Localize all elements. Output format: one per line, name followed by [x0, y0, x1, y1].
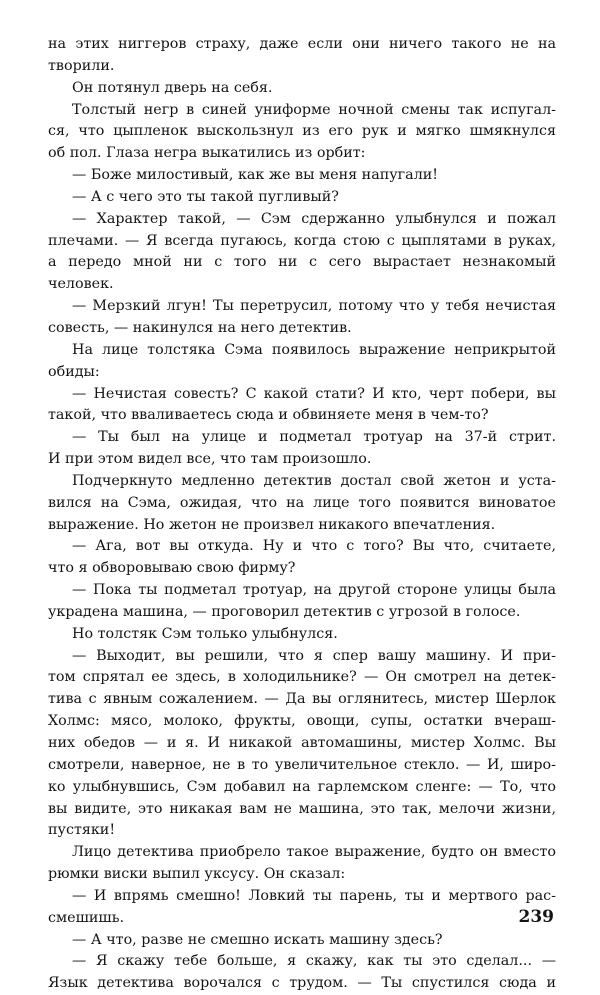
text-line: на этих ниггеров страху, даже если они ничего такого не на	[48, 36, 556, 52]
text-line: смотрели, наверное, не в то увеличительное стекло. — И, широ-	[48, 756, 556, 773]
text-line: украдена машина, — проговорил детектив с угрозой в голосе.	[48, 603, 521, 620]
text-line: — Я скажу тебе больше, я скажу, как ты это сделал... —	[72, 953, 556, 970]
text-line: человек.	[48, 276, 114, 293]
text-line: — Ты был на улице и подметал тротуар на 37-й стрит.	[72, 429, 556, 446]
paragraph	[48, 78, 556, 100]
text-line: — И впрямь смешно! Ловкий ты парень, ты и мертвого рас-	[72, 887, 556, 904]
paragraph	[48, 384, 556, 428]
text-line: И при этом видел все, что там произошло.	[48, 451, 372, 468]
paragraph	[48, 580, 556, 624]
text-line: пустяки!	[48, 822, 116, 839]
text-line: плечами. — Я всегда пугаюсь, когда стою с цыплятами в руках,	[48, 232, 556, 249]
paragraph	[48, 930, 556, 952]
paragraph	[48, 536, 556, 580]
text-line: — Нечистая совесть? С какой стати? И кто, черт побери, вы	[72, 385, 556, 402]
text-line: вился на Сэма, ожидая, что на лице того появится виноватое	[48, 494, 556, 511]
text-line: такой, что вваливаетесь сюда и обвиняете меня в чем-то?	[48, 407, 489, 424]
paragraph	[48, 427, 556, 471]
text-line: — Боже милостивый, как же вы меня напугали!	[72, 167, 439, 184]
text-line: что я обворовываю свою фирму?	[48, 560, 296, 577]
text-line: обиды:	[48, 363, 100, 380]
text-line: а передо мной ни с того ни с сего вырастает незнакомый	[48, 254, 556, 271]
text-line: ся, что цыпленок выскользнул из его рук и мягко шмякнулся	[48, 123, 556, 140]
paragraph	[48, 187, 556, 209]
text-line: ко улыбнувшись, Сэм добавил на гарлемском сленге: — То, что	[48, 778, 556, 795]
text-line: выражение. Но жетон не произвел никакого впечатления.	[48, 516, 496, 533]
page-number: 239	[518, 907, 554, 927]
text-line: Лицо детектива приобрело такое выражение, будто он вместо	[72, 844, 556, 861]
paragraph	[48, 624, 556, 646]
text-line: — Мерзкий лгун! Ты перетрусил, потому что у тебя нечистая	[72, 298, 556, 315]
paragraph	[48, 100, 556, 166]
paragraph	[48, 165, 556, 187]
text-line: них обедов — и я. И никакой автомашины, мистер Холмс. Вы	[48, 735, 556, 751]
text-line: Холмс: мясо, молоко, фрукты, овощи, супы, остатки вчераш-	[48, 713, 556, 730]
text-line: творили.	[48, 57, 115, 74]
text-line: — Характер такой, — Сэм сдержанно улыбнулся и пожал	[72, 210, 556, 227]
text-line: — Ага, вот вы откуда. Ну и что с того? Вы что, считаете,	[72, 538, 556, 555]
text-line: Толстый негр в синей униформе ночной смены так испугал-	[72, 101, 556, 118]
paragraph	[48, 646, 556, 843]
text-line: — А с чего это ты такой пугливый?	[72, 188, 339, 205]
text-line: том спрятал ее здесь, в холодильнике? — Он смотрел на детек-	[48, 669, 556, 686]
text-line: — Выходит, вы решили, что я спер вашу машину. И при-	[72, 647, 556, 664]
paragraph	[48, 951, 556, 995]
text-line: Он потянул дверь на себя.	[72, 79, 273, 96]
paragraph	[48, 340, 556, 384]
text-line: Язык детектива ворочался с трудом. — Ты спустился сюда и	[48, 975, 556, 992]
text-line: На лице толстяка Сэма появилось выражение неприкрытой	[72, 341, 556, 358]
text-line: — А что, разве не смешно искать машину здесь?	[72, 931, 443, 948]
text-line: Но толстяк Сэм только улыбнулся.	[72, 625, 338, 642]
paragraph	[48, 842, 556, 886]
paragraph	[48, 471, 556, 537]
text-line: вы видите, это никакая вам не машина, это так, мелочи жизни,	[48, 800, 556, 817]
book-page	[48, 34, 556, 995]
text-line: — Пока ты подметал тротуар, на другой стороне улицы была	[72, 582, 556, 599]
paragraph	[48, 34, 556, 78]
text-line: рюмки виски выпил уксусу. Он сказал:	[48, 866, 346, 883]
paragraph	[48, 209, 556, 296]
text-line: об пол. Глаза негра выкатились из орбит:	[48, 145, 366, 162]
text-line: Подчеркнуто медленно детектив достал свой жетон и уста-	[72, 472, 556, 489]
text-line: тива с явным сожалением. — Да вы оглянитесь, мистер Шерлок	[48, 691, 556, 708]
paragraph	[48, 886, 556, 930]
text-line: смешишь.	[48, 909, 125, 926]
text-line: совесть, — накинулся на него детектив.	[48, 319, 352, 336]
paragraph	[48, 296, 556, 340]
